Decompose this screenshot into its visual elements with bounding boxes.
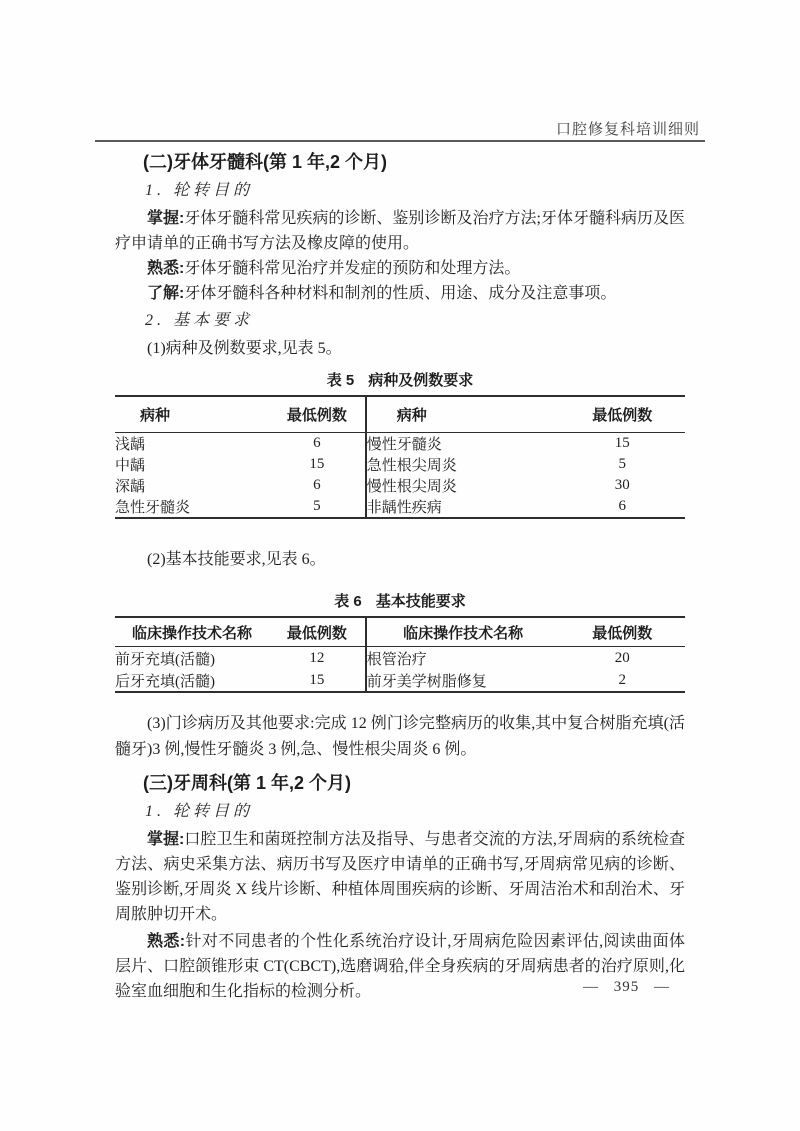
paragraph-familiar-endo	[115, 256, 685, 281]
col-header-min-cases-left: 最低例数	[269, 617, 366, 647]
table-cell: 15	[309, 456, 325, 472]
paragraph-text: 口腔卫生和菌斑控制方法及指导、与患者交流的方法,牙周病的系统检查方法、病史采集方法、病历书写及医疗申请单的正确书写,牙周病常见病的诊断、鉴别诊断,牙周炎 X 线片诊断、种植体周围疾病的诊断、牙周洁治术和刮治术、牙周脓肿切开术。	[115, 831, 685, 923]
paragraph-master-perio	[115, 827, 685, 927]
table-cell: 5	[618, 456, 627, 472]
lead-master: 掌握:	[147, 210, 185, 227]
rotation-purpose-label: 1. 轮转目的	[145, 182, 254, 199]
table-cell: 慢性牙髓炎	[366, 433, 560, 455]
table-cell: 慢性根尖周炎	[366, 475, 560, 496]
lead-familiar: 熟悉:	[147, 260, 185, 277]
basic-requirements-label: 2. 基本要求	[145, 312, 254, 329]
lead-familiar: 熟悉:	[147, 933, 186, 950]
page-number: — 395 —	[583, 979, 670, 995]
table-cell: 5	[313, 498, 321, 514]
table-cell: 急性根尖周炎	[366, 454, 560, 475]
table-header-row	[115, 396, 685, 433]
table-row	[115, 669, 685, 692]
table-row	[115, 454, 685, 475]
table-cell: 2	[618, 671, 627, 688]
table-cell: 前牙充填(活髓)	[115, 651, 215, 668]
requirement-1: (1)病种及例数要求,见表 5。	[147, 340, 342, 357]
paragraph-master-endo	[115, 206, 685, 256]
table-cell: 15	[614, 435, 630, 451]
running-header-title: 口腔修复科培训细则	[555, 122, 700, 138]
section-heading-periodontics: (三)牙周科(第 1 年,2 个月)	[143, 773, 352, 793]
table6-title: 基本技能要求	[375, 593, 466, 610]
table-row	[115, 496, 685, 518]
table-cell: 根管治疗	[366, 647, 560, 670]
table-cell: 6	[313, 477, 321, 493]
col-header-min-cases-left: 最低例数	[269, 396, 366, 433]
col-header-technique-right: 临床操作技术名称	[366, 617, 560, 647]
lead-master: 掌握:	[147, 831, 185, 848]
table6-caption	[115, 592, 685, 612]
table-cell: 前牙美学树脂修复	[366, 669, 560, 692]
col-header-technique-left: 临床操作技术名称	[115, 617, 269, 647]
paragraph-text: 牙体牙髓科常见治疗并发症的预防和处理方法。	[184, 260, 521, 277]
table-cell: 浅龋	[115, 437, 146, 453]
table-cell: 非龋性疾病	[366, 496, 560, 518]
header-rule	[95, 140, 705, 142]
table-cell: 20	[614, 649, 630, 666]
requirement-3: (3)门诊病历及其他要求:完成 12 例门诊完整病历的收集,其中复合树脂充填(活髓牙)3 例,慢性牙髓炎 3 例,急、慢性根尖周炎 6 例。	[115, 715, 685, 758]
table-row	[115, 647, 685, 670]
paragraph-text: 牙体牙髓科各种材料和制剂的性质、用途、成分及注意事项。	[184, 285, 617, 302]
table-cell: 中龋	[115, 458, 146, 474]
table-row	[115, 475, 685, 496]
table-cell: 6	[618, 498, 627, 514]
rotation-purpose-label: 1. 轮转目的	[145, 803, 254, 820]
lead-understand: 了解:	[147, 285, 185, 302]
table5-caption	[115, 371, 685, 391]
col-header-min-cases-right: 最低例数	[560, 396, 685, 433]
table-cell: 深龋	[115, 479, 146, 495]
basic-skills-table	[115, 616, 685, 693]
section-heading-endodontics: (二)牙体牙髓科(第 1 年,2 个月)	[143, 152, 388, 172]
paragraph-text: 针对不同患者的个性化系统治疗设计,牙周病危险因素评估,阅读曲面体层片、口腔颌锥形束 CT(CBCT),选磨调𬌗,伴全身疾病的牙周病患者的治疗原则,化验室血细胞和生化指标的检测分析。	[115, 933, 685, 1000]
table-row	[115, 433, 685, 455]
paragraph-text: 牙体牙髓科常见疾病的诊断、鉴别诊断及治疗方法;牙体牙髓科病历及医疗申请单的正确书写方法及橡皮障的使用。	[115, 210, 685, 252]
content-area	[115, 150, 685, 1004]
table-cell: 30	[614, 477, 630, 493]
table5-title: 病种及例数要求	[368, 372, 474, 389]
disease-cases-table	[115, 395, 685, 519]
table-cell: 急性牙髓炎	[115, 500, 191, 516]
table5-label: 表 5	[326, 372, 355, 389]
requirement-2: (2)基本技能要求,见表 6。	[147, 551, 326, 568]
col-header-disease-left: 病种	[115, 396, 269, 433]
table-cell: 后牙充填(活髓)	[115, 673, 215, 690]
table-cell: 15	[309, 671, 325, 688]
table-cell: 12	[309, 649, 325, 666]
col-header-min-cases-right: 最低例数	[560, 617, 685, 647]
paragraph-understand-endo	[115, 281, 685, 306]
table-header-row	[115, 617, 685, 647]
table-cell: 6	[313, 435, 321, 451]
col-header-disease-right: 病种	[366, 396, 560, 433]
table6-label: 表 6	[334, 593, 362, 610]
